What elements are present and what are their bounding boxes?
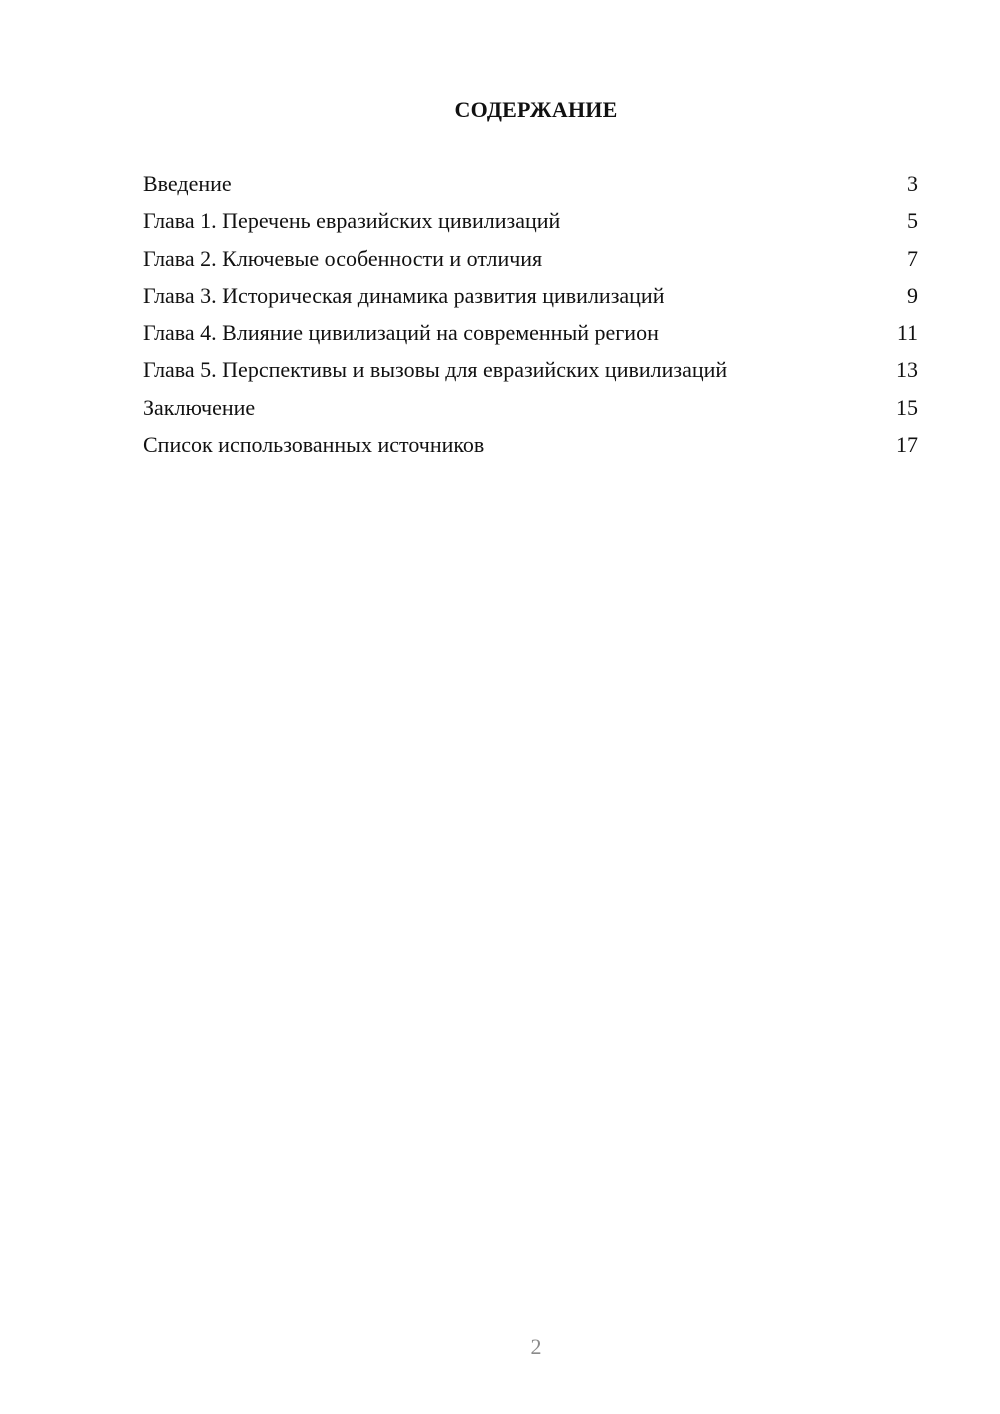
toc-entry-chapter-2[interactable] — [143, 244, 918, 281]
table-of-contents — [143, 169, 918, 467]
toc-entry-page: 13 — [896, 357, 918, 383]
toc-entry-page: 3 — [907, 171, 918, 196]
toc-entry-label: Глава 2. Ключевые особенности и отличия — [143, 245, 543, 271]
toc-entry-label: Введение — [143, 171, 232, 196]
toc-entry-label: Заключение — [143, 394, 256, 420]
toc-entry-page: 7 — [907, 245, 918, 271]
toc-entry-introduction[interactable] — [143, 169, 918, 206]
toc-entry-chapter-1[interactable] — [143, 206, 918, 243]
toc-entry-page: 11 — [896, 320, 918, 346]
toc-entry-chapter-3[interactable] — [143, 281, 918, 318]
toc-entry-label: Глава 4. Влияние цивилизаций на современный регион — [143, 320, 659, 346]
toc-entry-references[interactable] — [143, 430, 918, 467]
toc-entry-page: 17 — [896, 432, 918, 458]
toc-entry-page: 15 — [896, 394, 918, 420]
toc-entry-label: Глава 1. Перечень евразийских цивилизаций — [143, 208, 561, 234]
toc-entry-label: Глава 5. Перспективы и вызовы для евразийских цивилизаций — [143, 357, 728, 383]
toc-entry-conclusion[interactable] — [143, 393, 918, 430]
toc-entry-label: Список использованных источников — [143, 432, 485, 458]
toc-entry-page: 5 — [907, 208, 918, 234]
page-number: 2 — [530, 1334, 542, 1359]
toc-entry-page: 9 — [907, 282, 918, 308]
toc-entry-chapter-5[interactable] — [143, 355, 918, 392]
toc-entry-label: Глава 3. Историческая динамика развития цивилизаций — [143, 282, 665, 308]
page-title: СОДЕРЖАНИЕ — [454, 97, 618, 122]
toc-entry-chapter-4[interactable] — [143, 318, 918, 355]
